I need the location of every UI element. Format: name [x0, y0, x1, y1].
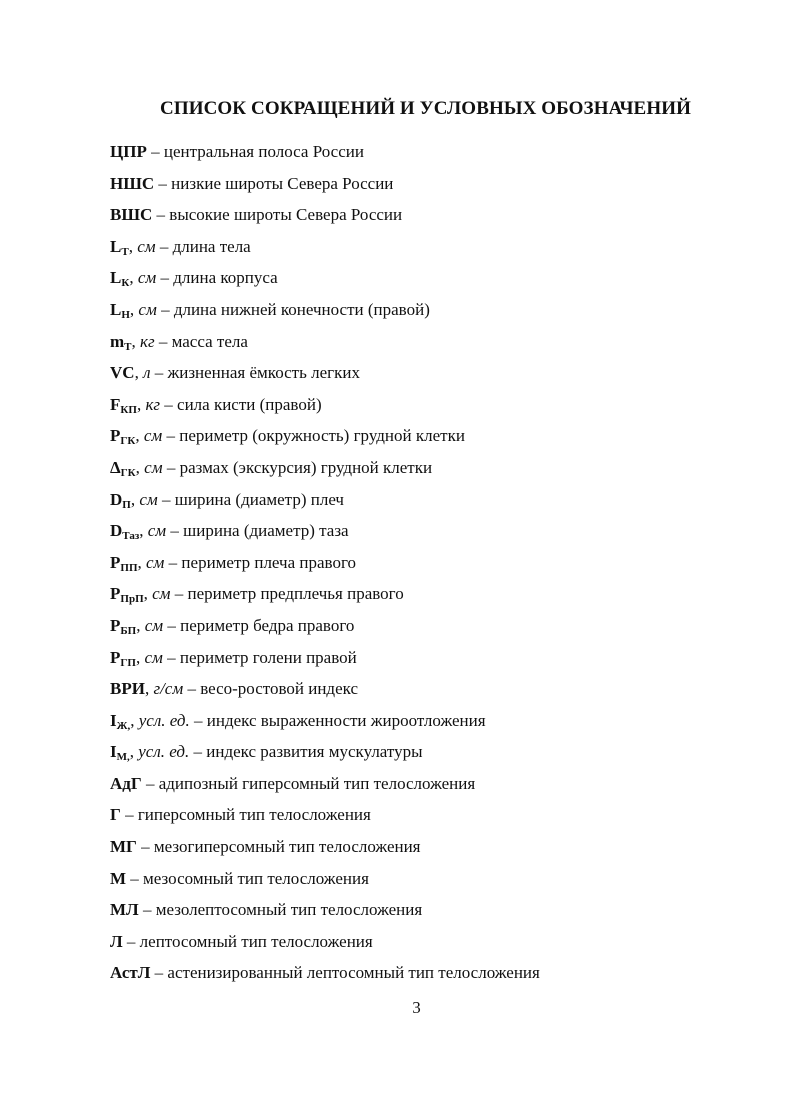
abbreviation-subscript: Н — [121, 308, 130, 321]
abbreviation-unit: см — [143, 426, 163, 446]
abbreviation-entry: $P_{ПП}$, см – периметр плеча правого — [110, 552, 357, 574]
abbreviation-term — [110, 616, 136, 635]
abbreviation-definition: гиперсомный тип телосложения — [137, 805, 371, 825]
abbreviation-term — [110, 142, 147, 161]
abbreviation-term — [110, 932, 123, 951]
abbreviation-entry: $L_Т$, см – длина тела — [110, 236, 251, 258]
abbreviation-symbol: Г — [110, 805, 121, 825]
abbreviation-entry: $m_Т$, кг – масса тела — [110, 331, 248, 353]
abbreviation-symbol: Л — [110, 931, 123, 951]
abbreviation-term — [110, 332, 132, 351]
abbreviation-entry — [110, 897, 750, 929]
dash-separator: – — [170, 521, 179, 541]
abbreviation-definition: периметр предплечья правого — [187, 584, 404, 604]
abbreviation-subscript: К — [121, 277, 130, 290]
abbreviation-term — [110, 553, 138, 572]
abbreviation-subscript: ГК — [120, 435, 136, 448]
dash-separator: – — [193, 742, 202, 762]
abbreviation-definition: индекс выраженности жироотложения — [206, 710, 486, 730]
abbreviation-term — [110, 805, 121, 824]
abbreviation-unit: см — [144, 457, 163, 477]
abbreviation-term — [110, 584, 144, 606]
dash-separator: – — [164, 394, 173, 414]
abbreviation-symbol: m — [110, 331, 125, 351]
abbreviation-unit: см — [147, 521, 167, 541]
abbreviation-unit: кг — [145, 394, 161, 414]
abbreviation-entry — [110, 202, 750, 234]
abbreviation-entry — [110, 802, 750, 834]
abbreviation-definition: адипозный гиперсомный тип телосложения — [158, 773, 476, 793]
abbreviation-symbol: ВШС — [110, 205, 153, 225]
abbreviation-term — [110, 426, 136, 448]
abbreviation-term — [110, 648, 136, 667]
abbreviation-term — [110, 395, 137, 414]
abbreviation-list — [110, 139, 750, 992]
dash-separator: – — [156, 205, 166, 225]
abbreviation-unit: см — [144, 615, 164, 635]
abbreviation-subscript: БП — [120, 624, 137, 637]
abbreviation-symbol: ВРИ — [110, 679, 145, 699]
abbreviation-symbol: I — [110, 742, 117, 762]
dash-separator: – — [166, 426, 176, 446]
abbreviation-entry — [110, 834, 750, 866]
abbreviation-subscript: Таз — [122, 530, 140, 543]
abbreviation-definition: лептосомный тип телосложения — [139, 931, 373, 951]
abbreviation-term — [110, 300, 130, 319]
dash-separator: – — [130, 868, 139, 888]
dash-separator: – — [194, 710, 203, 730]
abbreviation-unit: кг — [140, 331, 155, 351]
abbreviation-subscript: Т — [124, 340, 132, 353]
abbreviation-definition: периметр бедра правого — [180, 615, 355, 635]
abbreviation-definition: периметр голени правой — [179, 647, 357, 667]
dash-separator: – — [159, 236, 169, 256]
abbreviation-symbol: L — [110, 268, 122, 288]
abbreviation-symbol: НШС — [110, 173, 155, 193]
abbreviation-definition: мезосомный тип телосложения — [143, 868, 369, 888]
abbreviation-unit: г/см — [153, 679, 184, 699]
abbreviation-unit: см — [152, 584, 171, 604]
abbreviation-entry: $P_{БП}$, см – периметр бедра правого — [110, 615, 355, 637]
abbreviation-unit: см — [137, 236, 156, 256]
abbreviation-entry — [110, 139, 750, 171]
abbreviation-term — [110, 174, 154, 193]
abbreviation-entry: $L_Н$, см – длина нижней конечности (правой) — [110, 299, 430, 321]
abbreviation-unit: см — [146, 552, 165, 572]
abbreviation-unit: усл. ед. — [138, 710, 190, 730]
dash-separator: – — [160, 268, 169, 288]
abbreviation-subscript: ГП — [120, 656, 136, 669]
abbreviation-term — [110, 837, 137, 856]
abbreviation-symbol: VC — [110, 363, 135, 383]
abbreviation-definition: длина корпуса — [173, 268, 278, 288]
dash-separator: – — [158, 331, 168, 351]
abbreviation-definition: астенизированный лептосомный тип телосложения — [167, 963, 540, 983]
abbreviation-entry: $F_{КП}$, кг – сила кисти (правой) — [110, 394, 322, 416]
abbreviation-symbol: D — [110, 521, 123, 541]
abbreviation-symbol: АдГ — [110, 773, 142, 793]
abbreviation-symbol: ЦПР — [110, 142, 147, 161]
abbreviation-unit: см — [137, 268, 157, 288]
abbreviation-symbol: АстЛ — [110, 963, 151, 983]
abbreviation-entry: $P_{ПрП}$, см – периметр предплечья правого — [110, 584, 404, 606]
dash-separator: – — [125, 805, 134, 825]
abbreviation-entry: $P_{ГК}$, см – периметр (окружность) грудной клетки — [110, 426, 465, 448]
abbreviation-symbol: D — [110, 489, 123, 509]
abbreviation-entry: $D_{Таз}$, см – ширина (диаметр) таза — [110, 521, 349, 543]
abbreviation-symbol: P — [110, 647, 121, 667]
abbreviation-definition: низкие широты Севера России — [171, 173, 394, 193]
abbreviation-term — [110, 490, 131, 509]
abbreviation-definition: длина нижней конечности (правой) — [173, 299, 430, 319]
abbreviation-term — [110, 521, 140, 543]
abbreviation-definition: периметр (окружность) грудной клетки — [179, 426, 465, 446]
abbreviation-term — [110, 237, 129, 256]
dash-separator: – — [141, 837, 150, 857]
abbreviation-symbol: P — [110, 426, 121, 446]
abbreviation-subscript: М, — [116, 751, 130, 764]
abbreviation-definition: мезолептосомный тип телосложения — [155, 900, 423, 920]
abbreviation-unit: усл. ед. — [138, 742, 190, 762]
dash-separator: – — [162, 489, 171, 509]
abbreviation-definition: ширина (диаметр) таза — [183, 521, 349, 541]
abbreviation-subscript: П — [122, 498, 131, 511]
abbreviation-entry — [110, 866, 750, 898]
abbreviation-definition: индекс развития мускулатуры — [206, 742, 423, 762]
abbreviation-entry: $I_{М,}$, усл. ед. – индекс развития мускулатуры — [110, 742, 423, 764]
abbreviation-definition: масса тела — [171, 331, 248, 351]
abbreviation-term — [110, 900, 139, 919]
abbreviation-term — [110, 742, 130, 764]
abbreviation-subscript: Ж, — [116, 719, 131, 732]
page-number: 3 — [412, 998, 421, 1017]
abbreviation-term — [110, 869, 126, 888]
abbreviation-term — [110, 458, 136, 477]
abbreviation-subscript: КП — [120, 403, 137, 416]
abbreviation-symbol: P — [110, 615, 121, 635]
abbreviation-term — [110, 963, 150, 982]
abbreviation-entry — [110, 960, 750, 992]
dash-separator: – — [145, 773, 155, 793]
dash-separator: – — [167, 647, 176, 667]
dash-separator: – — [154, 363, 164, 383]
abbreviation-term — [110, 363, 135, 382]
abbreviation-symbol: P — [110, 584, 121, 604]
abbreviation-subscript: ПП — [120, 561, 138, 574]
dash-separator: – — [126, 931, 136, 951]
abbreviation-entry: $D_П$, см – ширина (диаметр) плеч — [110, 489, 344, 511]
dash-separator: – — [158, 173, 167, 193]
abbreviation-symbol: МГ — [110, 837, 137, 857]
abbreviation-definition: сила кисти (правой) — [177, 394, 322, 414]
abbreviation-unit: л — [143, 363, 151, 383]
abbreviation-definition: периметр плеча правого — [181, 552, 357, 572]
abbreviation-subscript: ГК — [120, 466, 136, 479]
dash-separator: – — [161, 299, 170, 319]
dash-separator: – — [187, 679, 196, 699]
abbreviation-term — [110, 774, 142, 793]
dash-separator: – — [154, 963, 164, 983]
dash-separator: – — [142, 900, 152, 920]
abbreviation-symbol: Δ — [110, 457, 121, 477]
dash-separator: – — [174, 584, 184, 604]
abbreviation-entry: $\Delta_{ГК}$, см – размах (экскурсия) грудной клетки — [110, 457, 433, 479]
abbreviation-definition: ширина (диаметр) плеч — [174, 489, 344, 509]
dash-separator: – — [168, 552, 178, 572]
abbreviation-subscript: ПрП — [120, 593, 144, 606]
dash-separator: – — [151, 142, 160, 161]
dash-separator: – — [166, 457, 176, 477]
abbreviation-unit: см — [138, 299, 157, 319]
abbreviation-definition: высокие широты Севера России — [169, 205, 403, 225]
abbreviation-entry: VC, л – жизненная ёмкость легких — [110, 363, 360, 383]
abbreviation-unit: см — [144, 647, 163, 667]
page-title: СПИСОК СОКРАЩЕНИЙ И УСЛОВНЫХ ОБОЗНАЧЕНИЙ — [160, 98, 691, 119]
abbreviation-definition: мезогиперсомный тип телосложения — [153, 837, 421, 857]
abbreviation-symbol: L — [110, 236, 122, 256]
abbreviation-symbol: L — [110, 299, 122, 319]
abbreviation-definition: центральная полоса России — [163, 142, 364, 161]
abbreviation-definition: длина тела — [172, 236, 251, 256]
dash-separator: – — [167, 615, 176, 635]
abbreviation-entry: $L_К$, см – длина корпуса — [110, 268, 278, 290]
abbreviation-unit: см — [139, 489, 158, 509]
abbreviation-term — [110, 205, 152, 224]
abbreviation-term — [110, 268, 130, 290]
abbreviation-symbol: МЛ — [110, 900, 139, 920]
abbreviation-definition: размах (экскурсия) грудной клетки — [179, 457, 433, 477]
abbreviation-entry — [110, 171, 750, 203]
abbreviation-entry: $I_{Ж,}$, усл. ед. – индекс выраженности жироотложения — [110, 710, 486, 732]
abbreviation-entry: ВРИ, г/см – весо-ростовой индекс — [110, 679, 359, 699]
abbreviation-symbol: М — [110, 868, 127, 888]
abbreviation-symbol: P — [110, 552, 121, 572]
abbreviation-definition: жизненная ёмкость легких — [167, 363, 360, 383]
abbreviation-entry — [110, 771, 750, 803]
abbreviation-entry: $P_{ГП}$, см – периметр голени правой — [110, 647, 357, 669]
abbreviation-term — [110, 679, 145, 698]
abbreviation-entry — [110, 929, 750, 961]
abbreviation-definition: весо-ростовой индекс — [200, 679, 359, 699]
abbreviation-symbol: F — [110, 394, 121, 414]
abbreviation-subscript: Т — [121, 245, 129, 258]
abbreviation-symbol: I — [110, 710, 117, 730]
abbreviation-term — [110, 711, 130, 730]
